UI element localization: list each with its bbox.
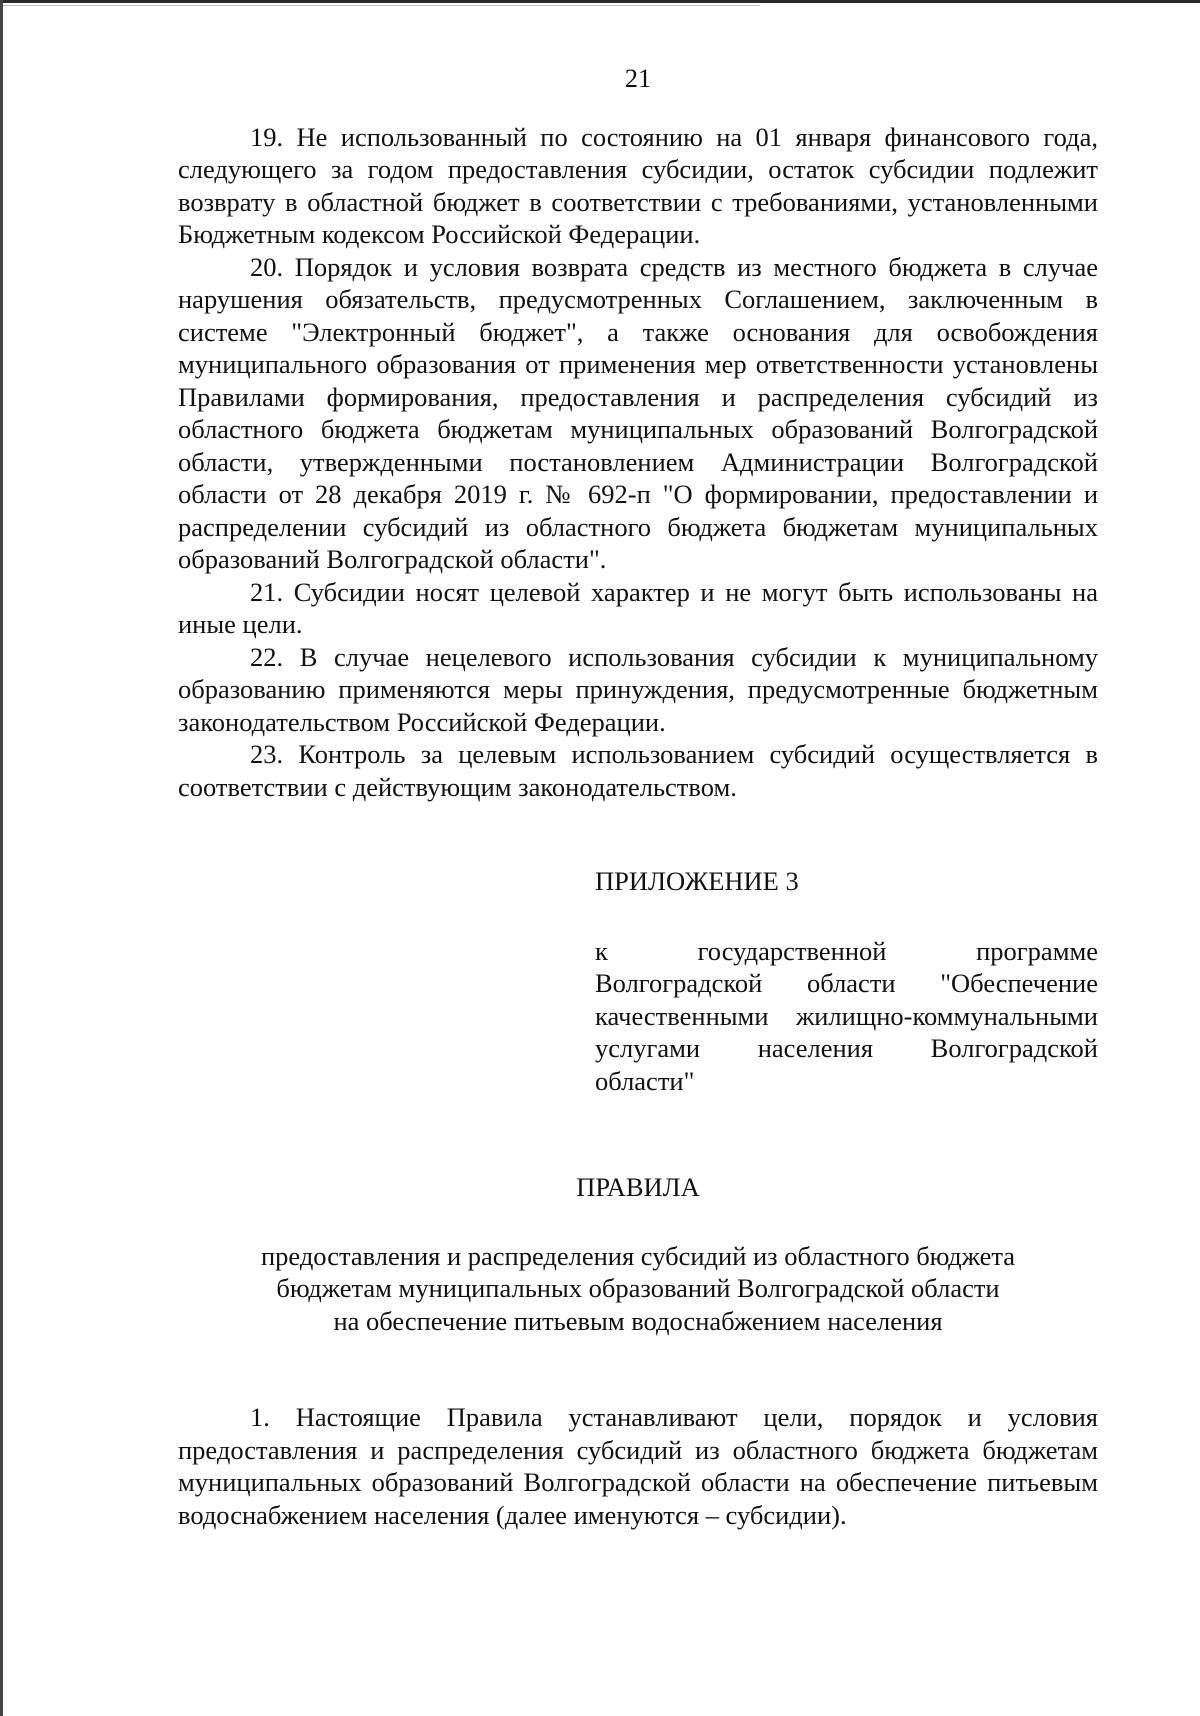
paragraph-21: 21. Субсидии носят целевой характер и не могут быть использованы на иные цели. bbox=[178, 576, 1098, 639]
scan-edge-top bbox=[0, 0, 1200, 3]
paragraph-19: 19. Не использованный по состоянию на 01 января финансового года, следующего за годом предоставления субсидии, остаток субсидии подлежит возврату в областной бюджет в соответствии с требованиями, установленными Бюджетным кодексом Российской Федерации. bbox=[178, 121, 1098, 249]
document-page bbox=[178, 62, 1098, 1531]
rules-subtitle bbox=[208, 1240, 1068, 1338]
rules-subtitle-line: бюджетам муниципальных образований Волгоградской области bbox=[276, 1273, 1000, 1303]
rules-subtitle-line: предоставления и распределения субсидий из областного бюджета bbox=[260, 1240, 1016, 1271]
spacer bbox=[178, 803, 1098, 865]
rules-paragraph-1: 1. Настоящие Правила устанавливают цели, порядок и условия предоставления и распределения субсидий из областного бюджета бюджетам муниципальных образований Волгоградской области на обеспечение питьевым водоснабжением населения (далее именуются – субсидии). bbox=[178, 1402, 1098, 1530]
appendix-text: к государственной программе Волгоградской области "Обеспечение качественными жилищно-коммунальными услугами населения Волгоградской области" bbox=[595, 935, 1098, 1096]
paragraph-20: 20. Порядок и условия возврата средств из местного бюджета в случае нарушения обязательств, предусмотренных Соглашением, заключенным в системе "Электронный бюджет", а также основания для освобождения муниципального образования от применения мер ответственности установлены Правилами формирования, предоставления и распределения субсидий из областного бюджета бюджетам муниципальных образований Волгоградской области, утвержденными постановлением Администрации Волгоградской области от 28 декабря 2019 г. № 692-п "О формировании, предоставлении и распределении субсидий из областного бюджета бюджетам муниципальных образований Волгоградской области". bbox=[178, 251, 1098, 574]
scan-edge-left bbox=[0, 0, 3, 1716]
paragraph-22: 22. В случае нецелевого использования субсидии к муниципальному образованию применяются меры принуждения, предусмотренные бюджетным законодательством Российской Федерации. bbox=[178, 641, 1098, 737]
appendix-block bbox=[595, 865, 1098, 1097]
page-number: 21 bbox=[624, 63, 652, 93]
spacer bbox=[178, 1337, 1098, 1401]
appendix-title: ПРИЛОЖЕНИЕ 3 bbox=[595, 866, 799, 896]
paragraph-23: 23. Контроль за целевым использованием субсидий осуществляется в соответствии с действующим законодательством. bbox=[178, 739, 1098, 802]
rules-subtitle-line: на обеспечение питьевым водоснабжением населения bbox=[333, 1305, 943, 1336]
rules-title: ПРАВИЛА bbox=[576, 1172, 700, 1202]
